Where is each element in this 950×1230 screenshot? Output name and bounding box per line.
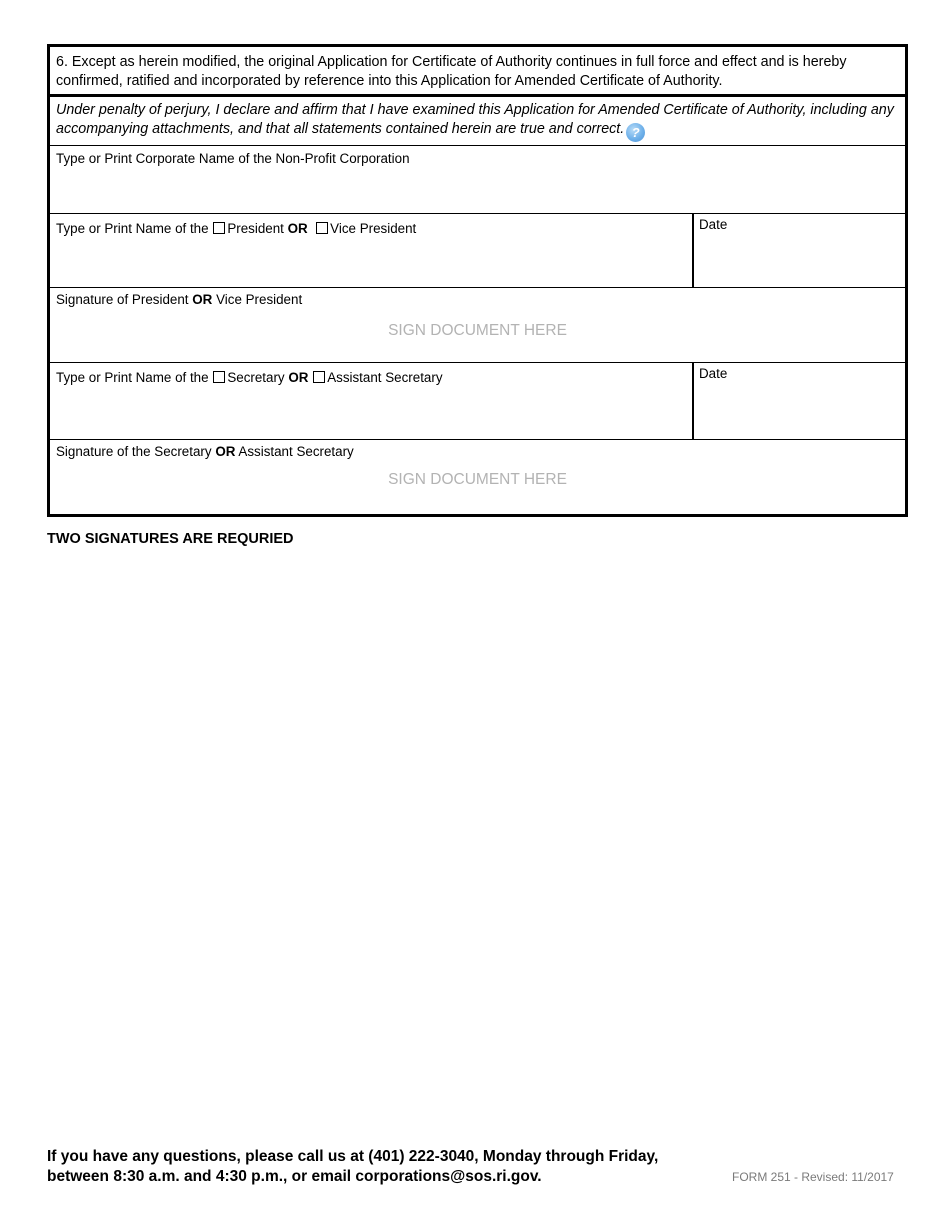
president-sign-here-button[interactable]: SIGN DOCUMENT HERE — [388, 322, 567, 339]
president-name-label — [56, 220, 416, 237]
president-name-label-prefix: Type or Print Name of the — [56, 221, 209, 236]
president-signature-label — [56, 291, 302, 308]
form-revision-label: FORM 251 - Revised: 11/2017 — [732, 1170, 894, 1184]
president-name-row — [50, 214, 905, 288]
help-icon[interactable]: ? — [626, 123, 645, 142]
president-signature-label-prefix: Signature of President — [56, 292, 189, 307]
secretary-name-field[interactable] — [56, 391, 686, 436]
secretary-checkbox[interactable] — [213, 371, 225, 383]
secretary-signature-label-prefix: Signature of the Secretary — [56, 444, 212, 459]
president-name-field[interactable] — [56, 242, 686, 284]
item-6-row — [50, 47, 905, 97]
secretary-signature-label — [56, 443, 354, 460]
president-signature-label-suffix: Vice President — [216, 292, 303, 307]
column-divider — [692, 214, 694, 287]
secretary-date-field[interactable] — [699, 385, 899, 435]
or-label: OR — [288, 370, 309, 385]
vice-president-checkbox[interactable] — [316, 222, 328, 234]
or-label: OR — [215, 444, 236, 459]
corporate-name-label: Type or Print Corporate Name of the Non-Profit Corporation — [56, 151, 410, 166]
secretary-sign-here-button[interactable]: SIGN DOCUMENT HERE — [388, 471, 567, 488]
signatures-required-note: TWO SIGNATURES ARE REQURIED — [47, 531, 294, 547]
secretary-signature-row — [50, 440, 905, 514]
declaration-row — [50, 97, 905, 146]
secretary-name-label-prefix: Type or Print Name of the — [56, 370, 209, 385]
corporate-name-row — [50, 146, 905, 214]
secretary-option-label: Secretary — [227, 370, 285, 385]
secretary-signature-label-suffix: Assistant Secretary — [238, 444, 354, 459]
president-option-label: President — [227, 221, 284, 236]
contact-line-2: between 8:30 a.m. and 4:30 p.m., or email corporations@sos.ri.gov. — [47, 1168, 542, 1185]
or-label: OR — [287, 221, 308, 236]
or-label: OR — [192, 292, 213, 307]
corporate-name-field[interactable] — [56, 170, 896, 210]
contact-line-1: If you have any questions, please call us at (401) 222-3040, Monday through Friday, — [47, 1148, 659, 1165]
column-divider — [692, 363, 694, 439]
item-6-text: 6. Except as herein modified, the original Application for Certificate of Authority continues in full force and effect and is hereby confirmed, ratified and incorporated by reference into this Application for Amended Certificate of Authority. — [56, 54, 847, 89]
president-signature-row — [50, 288, 905, 363]
president-date-label: Date — [699, 217, 728, 232]
president-date-field[interactable] — [699, 236, 899, 284]
declaration-text — [56, 101, 896, 142]
contact-info — [47, 1147, 658, 1187]
secretary-name-label — [56, 369, 443, 386]
assistant-secretary-option-label: Assistant Secretary — [327, 370, 443, 385]
vice-president-option-label: Vice President — [330, 221, 417, 236]
president-checkbox[interactable] — [213, 222, 225, 234]
declaration-statement: Under penalty of perjury, I declare and affirm that I have examined this Application for Amended Certificate of Authority, including any accompanying attachments, and that all statements contained herein are true and correct. — [56, 102, 894, 137]
secretary-name-row — [50, 363, 905, 440]
secretary-date-label: Date — [699, 366, 728, 381]
signature-form — [47, 44, 908, 517]
assistant-secretary-checkbox[interactable] — [313, 371, 325, 383]
